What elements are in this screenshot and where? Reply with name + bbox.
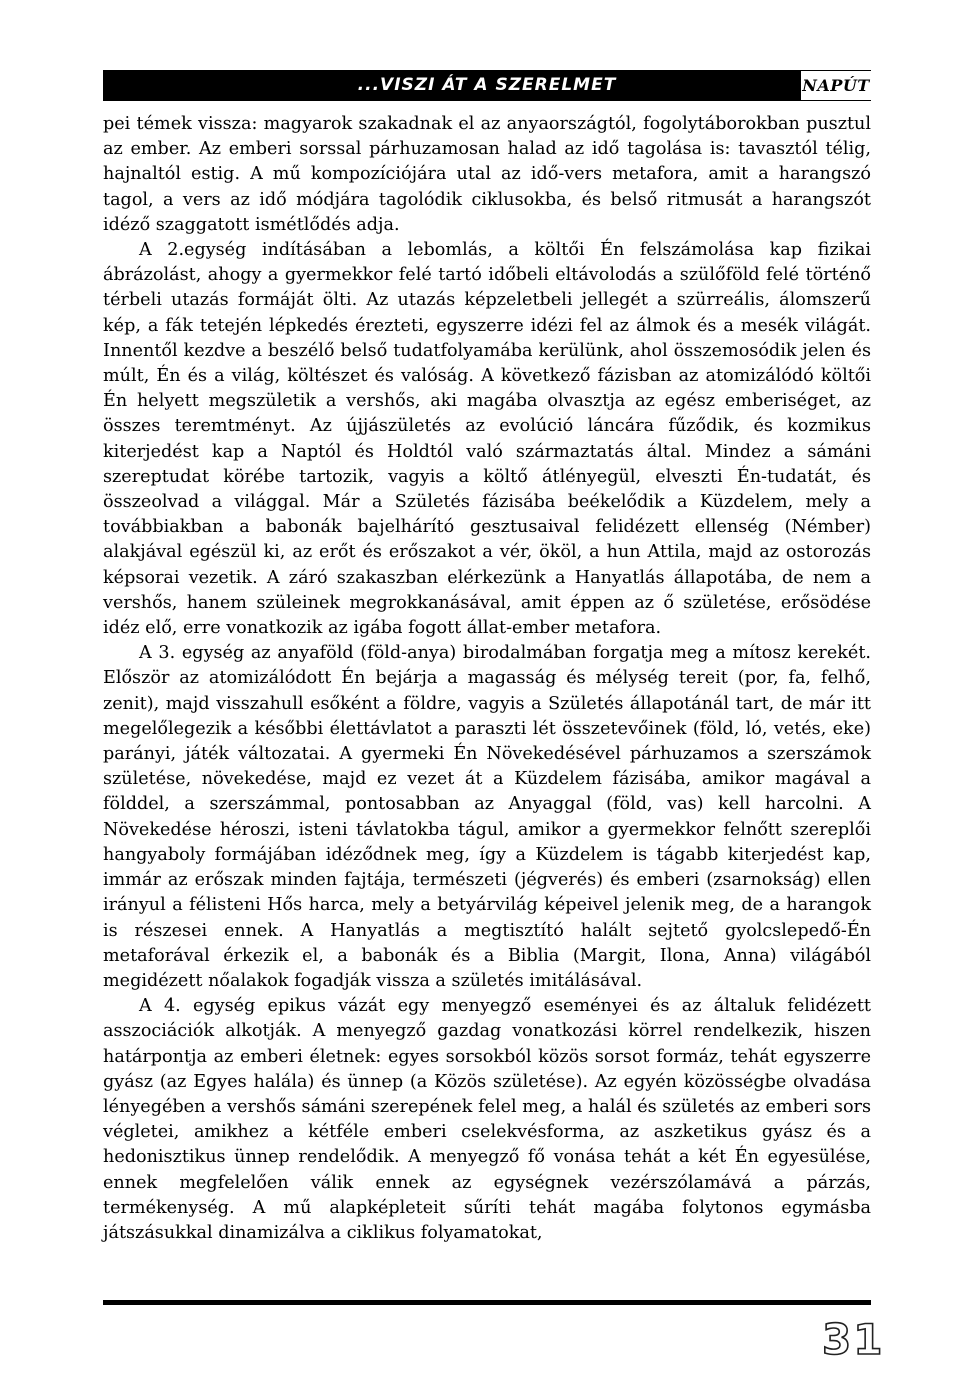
paragraph-unit-2: A 2.egység indításában a lebomlás, a költői Én felszámolása kap fizikai ábrázolást, ahogy a gyermekkor felé tartó időbeli eltávolodás a szülőföld felé történő térbeli utazás formáját ölti. Az utazás képzeletbeli jellegét a szürreális, álomszerű kép, a fák tetején lépkedés érezteti, egyszerre idézi fel az álmok és a mesék világát. Innentől kezdve a beszélő belső tudatfolyamába kerülünk, ahol összemosódik jelen és múlt, Én és a világ, költészet és valóság. A következő fázisban az atomizálódó költői Én helyett megszületik a vershős, aki magába olvasztja az egész emberiséget, az összes teremtményt. Az újjászületés az evolúció láncára fűződik, és kozmikus kiterjedést kap a Naptól és Holdtól való származtatás által. Mindez a sámáni szereptudat körébe tartozik, vagyis a költő átlényegül, elveszti Én-tudatát, és összeolvad a világgal. Már a Születés fázisába beékelődik a Küzdelem, mely a továbbiakban a babonák bajelhárító gesztusaival felidézett ellenség (Némber) alakjával egészül ki, az erőt és erőszakot a vér, ököl, a hun Attila, majd az ostorozás képsorai vezetik. A záró szakaszban elérkezünk a Hanyatlás állapotába, de nem a vershős, hanem szüleinek megrokkanásával, amit éppen az ő születése, erősödése idéz elő, erre vonatkozik az igába fogott állat-ember metafora. <box>103 240 871 639</box>
naput-logo: NAPÚT <box>801 71 871 100</box>
running-header <box>103 70 871 101</box>
paragraph-unit-4: A 4. egység epikus vázát egy menyegző eseményei és az általuk felidézett asszociációk alkotják. A menyegző gazdag vonatkozási körrel rendelkezik, hiszen határpontja az emberi életnek: egyes sorsokból közös sorsot formáz, tehát egyszerre gyász (az Egyes halála) és ünnep (a Közös születése). Az egyén közösségbe olvadása lényegében a vershős sámáni szerepének felel meg, a halál és születés az emberi sors végletei, amikhez a kétféle emberi cselekvésforma, az aszketikus gyász és a hedonisztikus ünnep rendelődik. A menyegző fő vonása tehát a két Én egyesülése, ennek megfelelően válik ennek az egységnek vezérszólamává a párzás, termékenység. A mű alapképleteit sűríti tehát magába folytonos egymásba játszásukkal dinamizálva a ciklikus folyamatokat, <box>103 996 871 1243</box>
article-body <box>103 112 871 1246</box>
page-number: 31 <box>822 1315 885 1364</box>
paragraph-unit-3: A 3. egység az anyaföld (föld-anya) birodalmában forgatja meg a mítosz kerekét. Először az atomizálódott Én bejárja a magasság és mélység tereit (por, fa, felhő, zenit), majd visszahull esőként a földre, vagyis a Születés állapotánál tart, de már itt megelőlegezik a későbbi élettávlatot a paraszti lét összetevőinek (föld, ló, vetés, eke) parányi, játék változatai. A gyermeki Én Növekedésével párhuzamos a szerszámok születése, növekedése, majd ez vezet át a Küzdelem fázisába, amikor magával a földdel, a szerszámmal, pontosabban az Anyaggal (föld, vas) kell harcolni. A Növekedése héroszi, isteni távlatokba tágul, amikor a gyermekkor felnőtt szereplői hangyaboly formájában idéződnek meg, így a Küzdelem is tágabb kiterjedést kap, immár az erőszak minden fajtája, természeti (jégverés) és emberi (zsarnokság) ellen irányul a félisteni Hős harca, mely a betyárvilág képeivel jelenik meg, de a harangok is részesei ennek. A Hanyatlás a megtisztító halált sejtető gyolcslepedő-Én metaforával érkezik el, a babonák és a Biblia (Margit, Ilona, Anna) világából megidézett nőalakok fogadják vissza a születés imitálásával. <box>103 643 871 991</box>
footer-rule <box>103 1300 871 1305</box>
paragraph-continued: pei témek vissza: magyarok szakadnak el az anyaországtól, fogolytáborokban pusztul az ember. Az emberi sorssal párhuzamosan halad az idő tagolása is: tavasztól télig, hajnaltól estig. A mű kompozíciójára utal az idő-vers metafora, amit a harangszó tagol, a vers az idő módjára tagolódik ciklusokba, és belső ritmusát a harangszót idéző szaggatott ismétlődés adja. <box>103 114 871 235</box>
running-header-title: ...VISZI ÁT A SZERELMET <box>357 75 617 95</box>
